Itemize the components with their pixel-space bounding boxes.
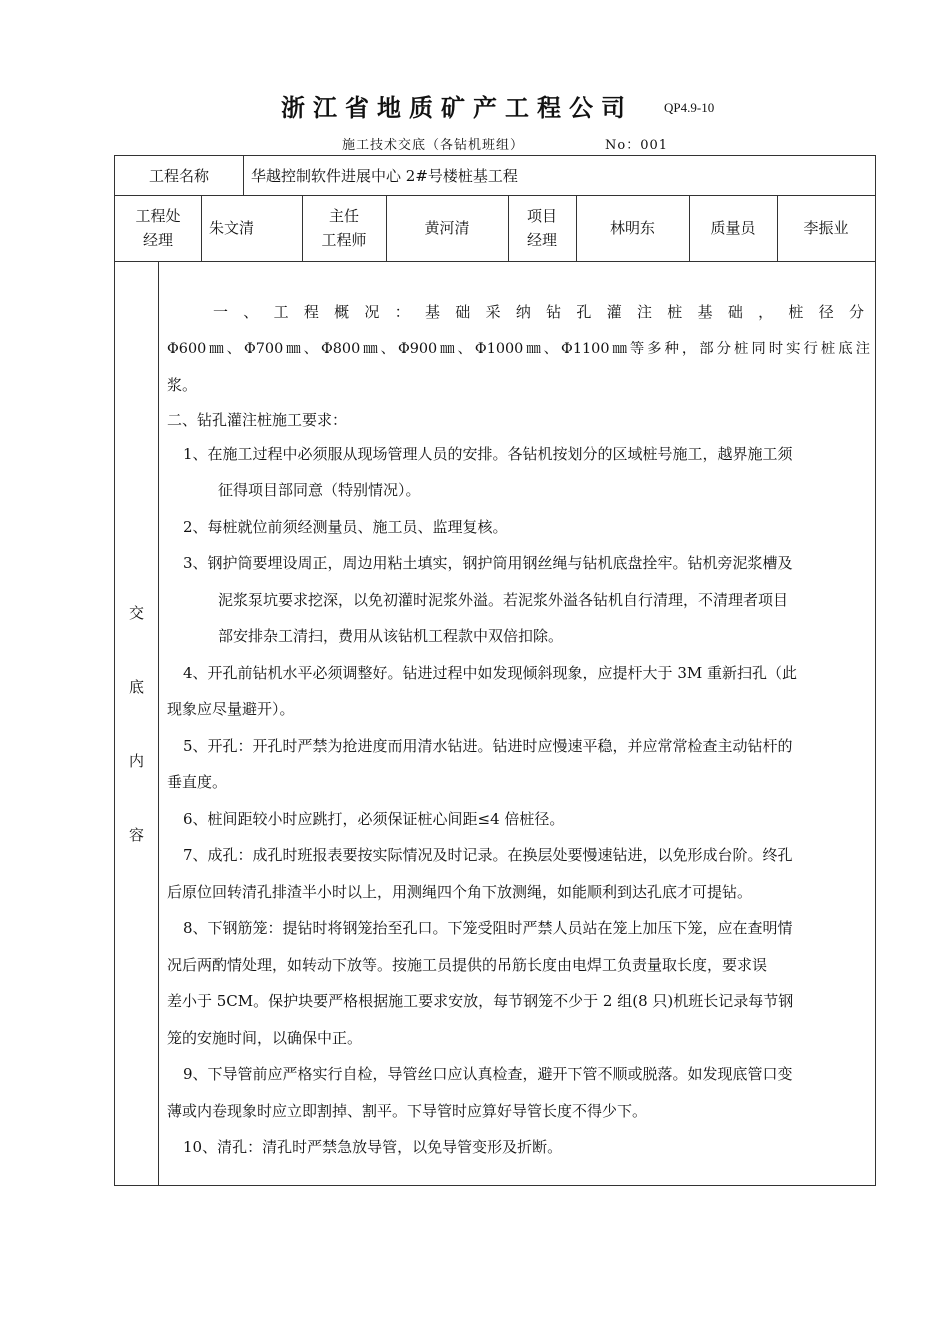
form-code: QP4.9-10 bbox=[664, 100, 715, 115]
section-heading: 二、钻孔灌注桩施工要求： bbox=[167, 410, 348, 429]
qc-label: 质量员 bbox=[710, 219, 756, 237]
manager-value: 朱文清 bbox=[209, 219, 255, 237]
disclosure-table bbox=[114, 155, 876, 1186]
manager-label bbox=[115, 195, 201, 261]
qc-value: 李振业 bbox=[803, 219, 849, 237]
company-name: 浙江省地质矿产工程公司 bbox=[281, 94, 633, 122]
requirement-item: 10、清孔：清孔时严禁急放导管，以免导管变形及折断。 bbox=[183, 1138, 563, 1156]
col-divider bbox=[243, 156, 244, 195]
col-divider bbox=[201, 195, 202, 261]
disclosure-content bbox=[167, 294, 870, 1166]
requirement-item: 差小于 5CM。保护块要严格根据施工要求安放，每节钢笼不少于 2 组(8 只)机班长记录每节钢 bbox=[167, 992, 794, 1010]
requirement-item: 7、成孔：成孔时班报表要按实际情况及时记录。在换层处要慢速钻进，以免形成台阶。终孔 bbox=[183, 846, 793, 864]
pm-label-line2: 经理 bbox=[526, 231, 557, 249]
requirement-item: 5、开孔：开孔时严禁为抢进度而用清水钻进。钻进时应慢速平稳，并应常常检查主动钻杆的 bbox=[183, 736, 793, 755]
manager-label-line2: 经理 bbox=[142, 231, 173, 249]
engineer-label-line2: 工程师 bbox=[321, 231, 367, 249]
requirement-item: 4、开孔前钻机水平必须调整好。钻进过程中如发现倾斜现象，应提杆大于 3M 重新扫孔（此 bbox=[183, 663, 797, 682]
engineer-value: 黄河清 bbox=[424, 219, 470, 237]
requirement-item: 部安排杂工清扫，费用从该钻机工程款中双倍扣除。 bbox=[218, 627, 564, 645]
manager-label-line1: 工程处 bbox=[135, 207, 181, 225]
requirement-item: 况后两酌情处理，如转动下放等。按施工员提供的吊筋长度由电焊工负责量取长度，要求误 bbox=[167, 955, 768, 974]
project-name-value: 华越控制软件进展中心 2#号楼桩基工程 bbox=[251, 166, 518, 185]
side-char: 容 bbox=[128, 826, 144, 844]
row-divider bbox=[115, 261, 875, 262]
col-divider bbox=[158, 261, 159, 1185]
requirement-item: 笼的安施时间，以确保中正。 bbox=[167, 1028, 363, 1047]
project-name-label: 工程名称 bbox=[148, 166, 209, 185]
requirement-item: 征得项目部同意（特别情况）。 bbox=[218, 481, 421, 499]
requirement-item: 泥浆泵坑要求挖深，以免初灌时泥浆外溢。若泥浆外溢各钻机自行清理，不清理者项目 bbox=[218, 590, 789, 609]
requirement-item: 2、每桩就位前须经测量员、施工员、监理复核。 bbox=[183, 517, 508, 536]
requirement-item: 后原位回转清孔排渣半小时以上，用测绳四个角下放测绳，如能顺利到达孔底才可提钻。 bbox=[167, 882, 753, 901]
disclosure-content-label bbox=[115, 262, 158, 1186]
engineer-label bbox=[302, 195, 386, 261]
side-char: 交 bbox=[128, 604, 144, 622]
engineer-label-line1: 主任 bbox=[328, 207, 359, 225]
requirement-item: 3、钢护筒要埋设周正，周边用粘土填实，钢护筒用钢丝绳与钻机底盘拴牢。钻机旁泥浆槽及 bbox=[183, 554, 793, 572]
form-number: No：001 bbox=[605, 138, 669, 153]
requirement-item: 6、桩间距较小时应跳打，必须保证桩心间距≤4 倍桩径。 bbox=[183, 809, 565, 828]
side-char: 底 bbox=[128, 678, 144, 696]
requirement-item: 垂直度。 bbox=[167, 773, 228, 791]
overview-line: 浆。 bbox=[167, 376, 198, 394]
overview-line: 一、工程概况：基础采纳钻孔灌注桩基础，桩径分 bbox=[213, 303, 870, 321]
requirement-item: 8、下钢筋笼：提钻时将钢笼抬至孔口。下笼受阻时严禁人员站在笼上加压下笼，应在查明情 bbox=[183, 919, 793, 937]
pm-value: 林明东 bbox=[609, 219, 655, 237]
pm-label-line1: 项目 bbox=[526, 207, 557, 225]
document-header bbox=[0, 88, 950, 128]
requirement-item: 1、在施工过程中必须服从现场管理人员的安排。各钻机按划分的区域桩号施工，越界施工须 bbox=[183, 444, 793, 463]
requirement-item: 薄或内卷现象时应立即割掉、割平。下导管时应算好导管长度不得少下。 bbox=[167, 1101, 648, 1120]
overview-line: Φ600㎜、Φ700㎜、Φ800㎜、Φ900㎜、Φ1000㎜、Φ1100㎜等多种，部分桩同时实行桩底注 bbox=[167, 340, 870, 357]
requirement-item: 9、下导管前应严格实行自检，导管丝口应认真检查，避开下管不顺或脱落。如发现底管口变 bbox=[183, 1065, 793, 1083]
requirement-item: 现象应尽量避开）。 bbox=[167, 700, 295, 718]
form-title: 施工技术交底（各钻机班组） bbox=[342, 138, 525, 153]
side-char: 内 bbox=[128, 752, 144, 770]
pm-label bbox=[508, 195, 576, 261]
